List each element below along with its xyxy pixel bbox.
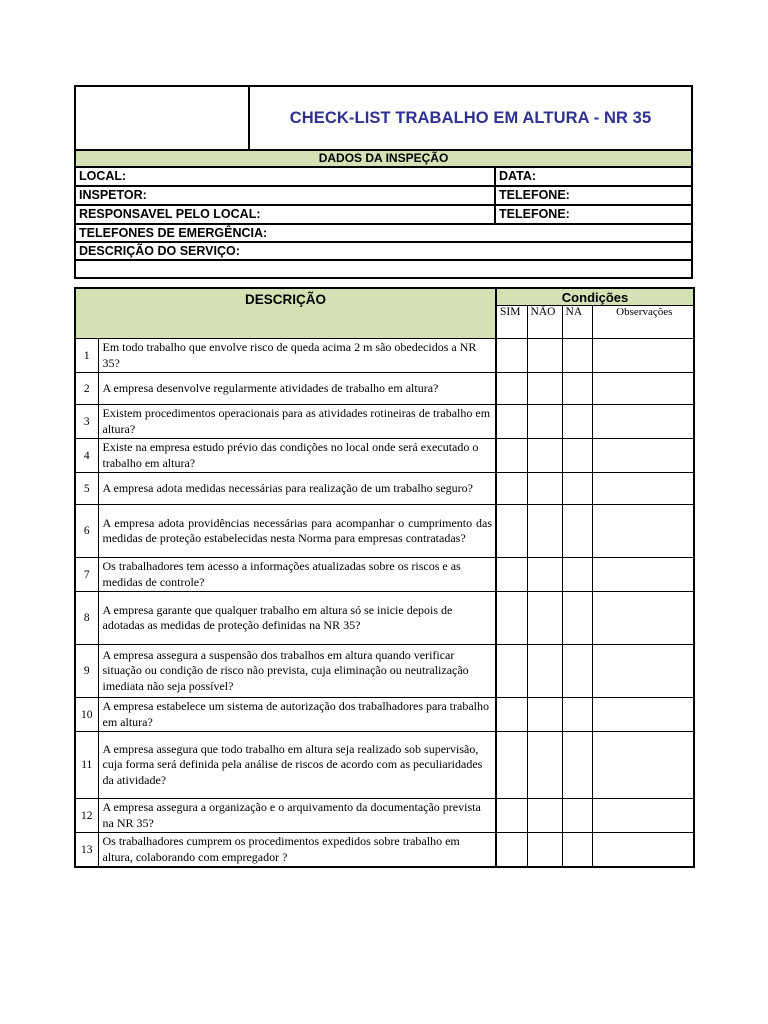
observations-cell[interactable] — [592, 645, 694, 698]
na-cell[interactable] — [562, 405, 592, 439]
yes-cell[interactable] — [496, 439, 527, 473]
na-cell[interactable] — [562, 645, 592, 698]
description-column-header: DESCRIÇÃO — [75, 288, 496, 339]
local-field[interactable]: LOCAL: — [79, 169, 127, 183]
na-cell[interactable] — [562, 592, 592, 645]
item-number: 10 — [75, 698, 98, 732]
no-cell[interactable] — [527, 732, 562, 799]
checklist-table — [74, 287, 695, 868]
item-number: 6 — [75, 505, 98, 558]
no-cell[interactable] — [527, 592, 562, 645]
yes-column-header: SIM — [496, 306, 527, 339]
yes-cell[interactable] — [496, 799, 527, 833]
na-cell[interactable] — [562, 339, 592, 373]
service-description-blank[interactable] — [76, 261, 691, 277]
item-number: 1 — [75, 339, 98, 373]
yes-cell[interactable] — [496, 473, 527, 505]
table-row — [75, 505, 694, 558]
item-question: A empresa estabelece um sistema de autorização dos trabalhadores para trabalho em altura? — [98, 698, 496, 732]
table-row — [75, 645, 694, 698]
no-cell[interactable] — [527, 473, 562, 505]
field-row-local — [74, 168, 693, 187]
observations-cell[interactable] — [592, 505, 694, 558]
no-cell[interactable] — [527, 698, 562, 732]
item-number: 3 — [75, 405, 98, 439]
na-cell[interactable] — [562, 439, 592, 473]
field-row-emergency — [74, 225, 693, 243]
no-cell[interactable] — [527, 558, 562, 592]
yes-cell[interactable] — [496, 833, 527, 868]
observations-column-header: Observações — [592, 306, 694, 339]
table-row — [75, 473, 694, 505]
observations-cell[interactable] — [592, 373, 694, 405]
yes-cell[interactable] — [496, 698, 527, 732]
item-number: 9 — [75, 645, 98, 698]
na-column-header: NA — [562, 306, 592, 339]
item-number: 8 — [75, 592, 98, 645]
na-cell[interactable] — [562, 732, 592, 799]
field-row-inspector — [74, 187, 693, 206]
spacer — [74, 279, 693, 287]
header — [74, 85, 693, 151]
no-cell[interactable] — [527, 405, 562, 439]
observations-cell[interactable] — [592, 439, 694, 473]
no-cell[interactable] — [527, 645, 562, 698]
yes-cell[interactable] — [496, 405, 527, 439]
item-number: 12 — [75, 799, 98, 833]
inspection-section-header: DADOS DA INSPEÇÃO — [74, 151, 693, 168]
na-cell[interactable] — [562, 558, 592, 592]
na-cell[interactable] — [562, 698, 592, 732]
observations-cell[interactable] — [592, 339, 694, 373]
date-field[interactable]: DATA: — [494, 168, 691, 185]
table-row — [75, 339, 694, 373]
yes-cell[interactable] — [496, 339, 527, 373]
yes-cell[interactable] — [496, 558, 527, 592]
observations-cell[interactable] — [592, 592, 694, 645]
item-number: 13 — [75, 833, 98, 868]
item-number: 11 — [75, 732, 98, 799]
observations-cell[interactable] — [592, 698, 694, 732]
table-row — [75, 558, 694, 592]
item-question: Os trabalhadores tem acesso a informações atualizadas sobre os riscos e as medidas de controle? — [98, 558, 496, 592]
item-question: Existe na empresa estudo prévio das condições no local onde será executado o trabalho em altura? — [98, 439, 496, 473]
no-cell[interactable] — [527, 505, 562, 558]
table-row — [75, 439, 694, 473]
phone-field-1[interactable]: TELEFONE: — [494, 187, 691, 204]
field-row-service — [74, 243, 693, 261]
no-cell[interactable] — [527, 339, 562, 373]
field-row-blank — [74, 261, 693, 279]
item-question: A empresa assegura a suspensão dos trabalhos em altura quando verificar situação ou condição de risco não prevista, cuja eliminação ou neutralização imediata não seja possível? — [98, 645, 496, 698]
table-row — [75, 405, 694, 439]
observations-cell[interactable] — [592, 473, 694, 505]
item-question: A empresa garante que qualquer trabalho em altura só se inicie depois de adotadas as medidas de proteção definidas na NR 35? — [98, 592, 496, 645]
na-cell[interactable] — [562, 373, 592, 405]
no-cell[interactable] — [527, 373, 562, 405]
na-cell[interactable] — [562, 799, 592, 833]
page-title: CHECK-LIST TRABALHO EM ALTURA - NR 35 — [289, 108, 652, 127]
observations-cell[interactable] — [592, 732, 694, 799]
yes-cell[interactable] — [496, 505, 527, 558]
na-cell[interactable] — [562, 833, 592, 868]
observations-cell[interactable] — [592, 799, 694, 833]
no-cell[interactable] — [527, 799, 562, 833]
service-description-field[interactable]: DESCRIÇÃO DO SERVIÇO: — [79, 244, 240, 258]
no-cell[interactable] — [527, 439, 562, 473]
observations-cell[interactable] — [592, 558, 694, 592]
item-number: 2 — [75, 373, 98, 405]
checklist-sheet — [74, 85, 693, 868]
item-question: A empresa assegura que todo trabalho em altura seja realizado sob supervisão, cuja forma será definida pela análise de riscos de acordo com as peculiaridades da atividade? — [98, 732, 496, 799]
no-column-header: NÃO — [527, 306, 562, 339]
responsible-field[interactable]: RESPONSAVEL PELO LOCAL: — [79, 207, 261, 221]
na-cell[interactable] — [562, 473, 592, 505]
na-cell[interactable] — [562, 505, 592, 558]
yes-cell[interactable] — [496, 373, 527, 405]
phone-field-2[interactable]: TELEFONE: — [494, 206, 691, 223]
table-row — [75, 833, 694, 868]
item-number: 7 — [75, 558, 98, 592]
inspector-field[interactable]: INSPETOR: — [79, 188, 147, 202]
conditions-column-header: Condições — [496, 288, 694, 306]
item-question: Em todo trabalho que envolve risco de queda acima 2 m são obedecidos a NR 35? — [98, 339, 496, 373]
table-row — [75, 373, 694, 405]
observations-cell[interactable] — [592, 833, 694, 868]
item-question: A empresa assegura a organização e o arquivamento da documentação prevista na NR 35? — [98, 799, 496, 833]
table-row — [75, 732, 694, 799]
table-row — [75, 799, 694, 833]
item-question: A empresa adota medidas necessárias para realização de um trabalho seguro? — [98, 473, 496, 505]
item-question: A empresa desenvolve regularmente atividades de trabalho em altura? — [98, 373, 496, 405]
table-row — [75, 592, 694, 645]
table-row — [75, 698, 694, 732]
item-question: Os trabalhadores cumprem os procedimentos expedidos sobre trabalho em altura, colaborando com empregador ? — [98, 833, 496, 868]
observations-cell[interactable] — [592, 405, 694, 439]
item-question: Existem procedimentos operacionais para as atividades rotineiras de trabalho em altura? — [98, 405, 496, 439]
emergency-phones-field[interactable]: TELEFONES DE EMERGÊNCIA: — [79, 226, 268, 240]
yes-cell[interactable] — [496, 592, 527, 645]
item-question: A empresa adota providências necessárias para acompanhar o cumprimento das medidas de proteção estabelecidas nesta Norma para empresas contratadas? — [98, 505, 496, 558]
yes-cell[interactable] — [496, 645, 527, 698]
item-number: 4 — [75, 439, 98, 473]
logo-box — [76, 87, 250, 149]
item-number: 5 — [75, 473, 98, 505]
field-row-responsible — [74, 206, 693, 225]
yes-cell[interactable] — [496, 732, 527, 799]
no-cell[interactable] — [527, 833, 562, 868]
